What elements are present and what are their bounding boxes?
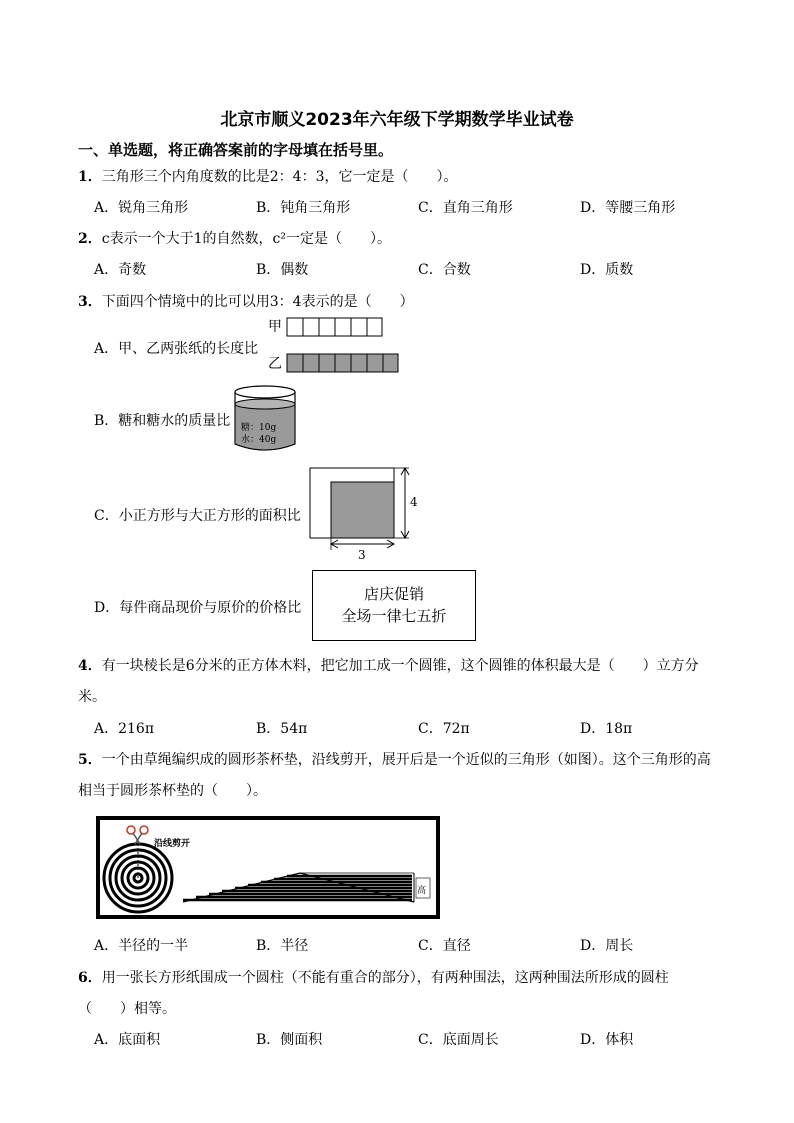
option-c[interactable]: C．合数 [418, 262, 471, 278]
option-d[interactable]: D．等腰三角形 [580, 200, 676, 216]
option-a[interactable]: A．半径的一半 [94, 938, 189, 954]
option-a[interactable]: A．216π [94, 721, 155, 737]
cut-label: 沿线剪开 [154, 839, 191, 849]
question-text-cont: 米。 [78, 689, 106, 705]
question-6 [78, 967, 669, 987]
question-number: 3． [78, 294, 102, 310]
option-d[interactable]: D．周长 [580, 938, 634, 954]
option-a[interactable]: A．奇数 [94, 262, 147, 278]
option-b[interactable]: B．54π [256, 721, 308, 737]
question-2 [78, 228, 391, 248]
sugar-label: 糖：10g [241, 423, 277, 433]
question-number: 6． [78, 970, 102, 986]
option-b[interactable]: B．侧面积 [256, 1032, 323, 1048]
height-label: 高 [417, 886, 427, 896]
question-text: 三角形三个内角度数的比是2：4：3，它一定是（ ）。 [101, 169, 458, 185]
promo-line-1: 店庆促销 [363, 585, 424, 603]
question-text-cont: 相当于圆形茶杯垫的（ ）。 [78, 783, 267, 799]
label-jia: 甲 [268, 319, 282, 335]
question-1 [78, 166, 457, 186]
question-5 [78, 749, 711, 769]
question-text-cont: （ ）相等。 [78, 1001, 176, 1017]
option-b[interactable]: B．偶数 [256, 262, 309, 278]
promo-line-2: 全场一律七五折 [341, 607, 447, 625]
option-b[interactable]: B．糖和糖水的质量比 [94, 413, 231, 429]
section-heading: 一、单选题，将正确答案前的字母填在括号里。 [78, 141, 394, 159]
option-c[interactable]: C．72π [418, 721, 470, 737]
label-yi: 乙 [268, 356, 282, 372]
question-text: 一个由草绳编织成的圆形茶杯垫，沿线剪开，展开后是一个近似的三角形（如图）。这个三角形的高 [101, 752, 711, 768]
question-3 [78, 291, 414, 311]
option-a[interactable]: A．甲、乙两张纸的长度比 [94, 341, 259, 357]
question-number: 5． [78, 752, 102, 768]
strip-jia [287, 318, 382, 336]
question-text: 下面四个情境中的比可以用3：4表示的是（ ） [101, 294, 414, 310]
paper-strips-figure [262, 315, 402, 375]
promo-sign [312, 570, 476, 641]
question-4 [78, 655, 699, 675]
squares-figure [308, 466, 428, 562]
option-c[interactable]: C．底面周长 [418, 1032, 499, 1048]
side-small-label: 3 [358, 548, 366, 562]
option-a[interactable]: A．底面积 [94, 1032, 161, 1048]
option-c[interactable]: C．小正方形与大正方形的面积比 [94, 508, 301, 524]
option-d[interactable]: D．质数 [580, 262, 634, 278]
option-a[interactable]: A．锐角三角形 [94, 200, 189, 216]
option-b[interactable]: B．半径 [256, 938, 309, 954]
strip-yi [287, 354, 398, 372]
question-text: 用一张长方形纸围成一个圆柱（不能有重合的部分），有两种围法，这两种围法所形成的圆柱 [101, 970, 669, 986]
question-text: c表示一个大于1的自然数，c²一定是（ ）。 [101, 231, 391, 247]
side-big-label: 4 [410, 495, 418, 509]
water-label: 水：40g [241, 435, 277, 445]
option-c[interactable]: C．直径 [418, 938, 471, 954]
question-number: 2． [78, 231, 102, 247]
page-title: 北京市顺义2023年六年级下学期数学毕业试卷 [220, 110, 574, 130]
question-text: 有一块棱长是6分米的正方体木料，把它加工成一个圆锥，这个圆锥的体积最大是（ ）立方分 [101, 658, 699, 674]
option-b[interactable]: B．钝角三角形 [256, 200, 351, 216]
option-d[interactable]: D．18π [580, 721, 633, 737]
option-c[interactable]: C．直角三角形 [418, 200, 513, 216]
option-d[interactable]: D．每件商品现价与原价的价格比 [94, 600, 302, 616]
option-d[interactable]: D．体积 [580, 1032, 634, 1048]
question-number: 4． [78, 658, 102, 674]
coaster-figure [96, 816, 440, 920]
beaker-figure [233, 384, 297, 456]
question-number: 1． [78, 169, 102, 185]
